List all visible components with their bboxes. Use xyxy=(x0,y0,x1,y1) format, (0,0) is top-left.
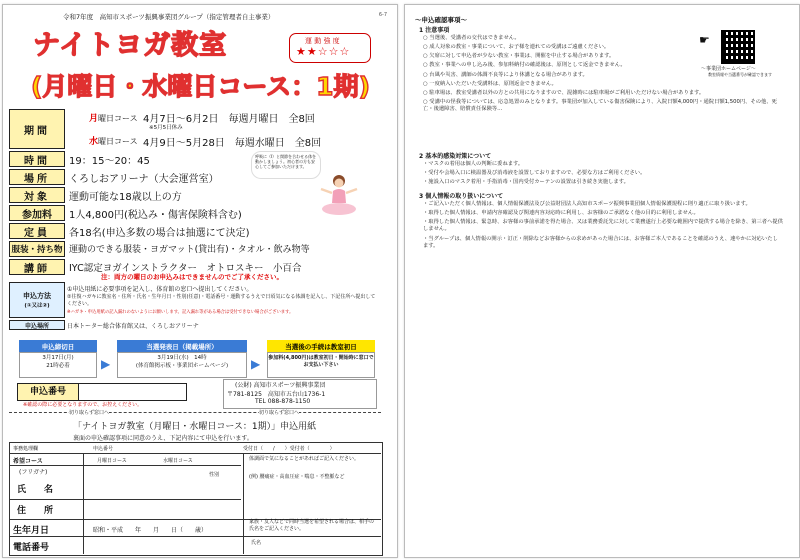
form-course-mon: 月曜日コース xyxy=(97,458,127,464)
section-3-title: 3 個人情報の取り扱いについて xyxy=(419,193,504,200)
form-office: 事務処理欄 xyxy=(13,446,39,452)
contact-tel: TEL 088-878-1150 xyxy=(255,398,311,405)
form-title: 「ナイトヨガ教室（月曜日・水曜日コース：1期）」申込用紙 xyxy=(73,422,317,432)
list-item: ・受付や会場入口に検温器及び消毒液を設置しておりますので、必要な方はご利用ください。 xyxy=(423,170,646,177)
form-course-wed: 水曜日コース xyxy=(163,458,193,464)
capacity-value: 各18名(申込多数の場合は抽選にて決定) xyxy=(69,228,250,239)
title-line-2: (月曜日・水曜日コース：1期) xyxy=(31,72,370,101)
title-line-1: ナイトヨガ教室 xyxy=(33,30,228,61)
form-received: 受付日（ / ）受付者（ ） xyxy=(243,446,335,452)
qr-sub: 教室情報や当選番号が確認できます xyxy=(708,72,772,77)
list-item: ・取得した個人情報は、申請内容確認及び関連内容対応時に利用し、お客様のご承諾なく他の目的に利用しません。 xyxy=(423,210,699,217)
clothing-value: 運動のできる服装・ヨガマット(貸出有)・タオル・飲み物等 xyxy=(69,245,310,255)
form-number: 申込番号 xyxy=(93,446,114,452)
list-item: ○ 一度納入いただいた受講料は、原則返金できません。 xyxy=(423,80,557,87)
place-value: くろしおアリーナ（大会運営室） xyxy=(69,174,219,185)
form-guardian-name[interactable]: 氏名 xyxy=(251,540,262,546)
form-name[interactable]: 氏 名 xyxy=(17,485,54,495)
flow-body-2: 3月19日(水) 14時 (体育館掲示板・事業団ホームページ) xyxy=(117,352,247,378)
method-2: ②往復ハガキに教室名・住所・氏名・生年月日・性別(任意)・電話番号・運動するうえで日頃気になる体調を記入し、下記住所へ提出してください。 xyxy=(67,294,376,307)
page-2 xyxy=(404,4,800,558)
keep-warning: ※確認の際に必要となりますので、お控えください。 xyxy=(23,402,143,408)
method-label: 申込方法 (①又は②) xyxy=(9,282,65,318)
list-item: ・施設入口のマスク着用・手指消毒・国内受付カーテンの設置は引き続き実施します。 xyxy=(423,179,629,186)
section-1-title: 1 注意事項 xyxy=(419,27,450,34)
intensity-label: 運 動 強 度 xyxy=(305,37,340,45)
list-item: ・ご記入いただく個人情報は、個人情報保護法及び公益財団法人高知市スポーツ振興事業団個人情報保護規程に則り適正に取り扱います。 xyxy=(423,201,751,207)
number-label: 申込番号 xyxy=(17,383,79,401)
list-item: ○ 成人対象の教室・事業について、お子様を連れての受講はご遠慮ください。 xyxy=(423,44,610,51)
speech-bubble: 呼吸に（I）と関節を合わせる体を動かしましょう。初心者の方も安心してご参加いただけます。 xyxy=(251,151,321,179)
list-item: ○ 台風や災害、講師の体調不良等により休講となる場合があります。 xyxy=(423,71,588,78)
method-1: ①申込用紙に必要事項を記入し、体育館の窓口へ提出してください。 xyxy=(67,286,253,293)
form-note: 裏面の申込確認事項に同意のうえ、下記内容にて申込を行います。 xyxy=(73,435,253,442)
flow-arrow-icon: ▶ xyxy=(101,357,111,371)
time-label: 時間 xyxy=(9,151,65,167)
mon-note: ※5月5日休み xyxy=(149,125,183,131)
form-dob[interactable]: 生年月日 xyxy=(13,526,50,536)
intensity-stars: ★★☆☆☆ xyxy=(296,45,351,58)
cut-note-right: 切り取らず窓口へ xyxy=(259,410,300,416)
list-item: ・マスクの着用は個人の判断に委ねます。 xyxy=(423,161,524,167)
form-furigana[interactable]: (フリガナ) xyxy=(19,469,48,476)
list-item: ・当グループは、個人情報の開示・訂正・削除などお客様からの求めがあった場合には、お客様ご本人であることを確認のうえ、速やかに対応いたします。 xyxy=(423,235,778,249)
pointing-hand-icon: ☛ xyxy=(699,33,710,47)
mon-course: 月曜日コース xyxy=(89,114,138,124)
notice-text: 注：両方の曜日のお申込みはできませんのでご了承ください。 xyxy=(101,273,283,281)
yoga-woman-illustration xyxy=(315,173,363,221)
apply-place-label: 申込場所 xyxy=(9,320,65,330)
form-guardian: 家族・友人などで同時当選を希望される場合は、相手の氏名をご記入ください。 xyxy=(249,519,375,532)
capacity-label: 定員 xyxy=(9,223,65,239)
qr-caption: ～事業団ホームページ～ xyxy=(701,66,756,72)
target-value: 運動可能な18歳以上の方 xyxy=(69,192,182,203)
flow-head-2: 当選発表日（掲載場所） xyxy=(117,340,247,352)
contact-address: 〒781-8125 高知市五台山1736-1 xyxy=(227,391,326,398)
flow-body-3: 参加料(4,800円)は教室初日・開始時に窓口でお支払い下さい xyxy=(267,352,375,378)
p2-heading: ～申込確認事項～ xyxy=(415,16,467,24)
fee-value: 1人4,800円(税込み・傷害保険料含む) xyxy=(69,210,242,221)
cut-line xyxy=(9,412,381,413)
target-label: 対象 xyxy=(9,187,65,203)
flow-head-3: 当選後の手続は教室初日 xyxy=(267,340,375,352)
form-dob-value: 昭和・平成 年 月 日（ 歳） xyxy=(93,527,208,534)
list-item: ○ 欠席に対して申込者が少ない教室・事業は、開催を中止する場合があります。 xyxy=(423,53,615,60)
time-value: 19：15～20：45 xyxy=(69,156,150,167)
flow-head-1: 申込締切日 xyxy=(19,340,97,352)
list-item: ○ 教室・事業への申し込み後、参加料納付の確認後は、原則として返金できません。 xyxy=(423,62,626,69)
section-2-title: 2 基本的感染対策について xyxy=(419,153,492,160)
place-label: 場所 xyxy=(9,169,65,185)
page-1 xyxy=(2,4,398,558)
page-number: 6-7 xyxy=(378,12,387,18)
section-1-list xyxy=(423,35,783,115)
fee-label: 参加料 xyxy=(9,205,65,221)
section-2-list xyxy=(423,161,783,188)
flow-arrow-icon: ▶ xyxy=(251,357,261,371)
form-health-note: 体調面で気になることがあればご記入ください。 xyxy=(249,456,360,462)
wed-dates: 4月9日～5月28日 毎週水曜日 全8回 xyxy=(143,138,322,149)
form-address[interactable]: 住 所 xyxy=(17,506,54,516)
form-gender[interactable]: 性別 xyxy=(209,472,220,478)
instructor-value: IYC認定ヨガインストラクター オトロスキー 小百合 xyxy=(69,263,302,274)
form-phone[interactable]: 電話番号 xyxy=(13,543,50,553)
apply-place-value: 日本トーター総合体育館又は、くろしおアリーナ xyxy=(67,323,199,330)
list-item: ○ 駐車場は、教室受講者以外の方との共用になりますので、混雑時には駐車場がご利用いただけない場合があります。 xyxy=(423,89,705,96)
list-item: ○ 当選後、受講者の交代はできません。 xyxy=(423,35,520,41)
method-3: ※ハガキ・申込用紙の記入漏れのないようにお願いします。記入漏れ等がある場合は受付できない場合がございます。 xyxy=(67,310,294,315)
flow-body-1: 3月17日(月) 21時必着 xyxy=(19,352,97,378)
instructor-label: 講師 xyxy=(9,259,65,275)
list-item: ・取得した個人情報は、緊急時、お客様の事前承諾を得た場合、又は業務委託先に対して業務遂行上必要な範囲内で提供する場合を除き、第三者へ提供しません。 xyxy=(423,219,783,233)
list-item: ○ 受講中の怪我等については、応急処置のみとなります。事業団が加入している傷害保険により、入院日額4,000円・通院日額1,500円、その他、死亡・後遺障害、賠償責任保険等… xyxy=(423,98,777,113)
form-course-label: 希望コース xyxy=(13,458,43,465)
period-label: 期間 xyxy=(9,109,65,149)
section-3-list xyxy=(423,201,783,252)
mon-dates: 4月7日～6月2日 毎週月曜日 全8回 xyxy=(143,114,315,125)
clothing-label: 服装・持ち物 xyxy=(9,241,65,257)
organizer-line: 令和7年度 高知市スポーツ振興事業団グループ（指定管理者自主事業） xyxy=(63,13,275,21)
form-health-example: (例) 腰痛症・高血圧症・喘息・不整脈など xyxy=(249,474,345,480)
wed-course: 水曜日コース xyxy=(89,137,138,147)
contact-org: (公財) 高知市スポーツ振興事業団 xyxy=(235,382,326,389)
cut-note-left: 切り取らず窓口へ xyxy=(69,410,110,416)
